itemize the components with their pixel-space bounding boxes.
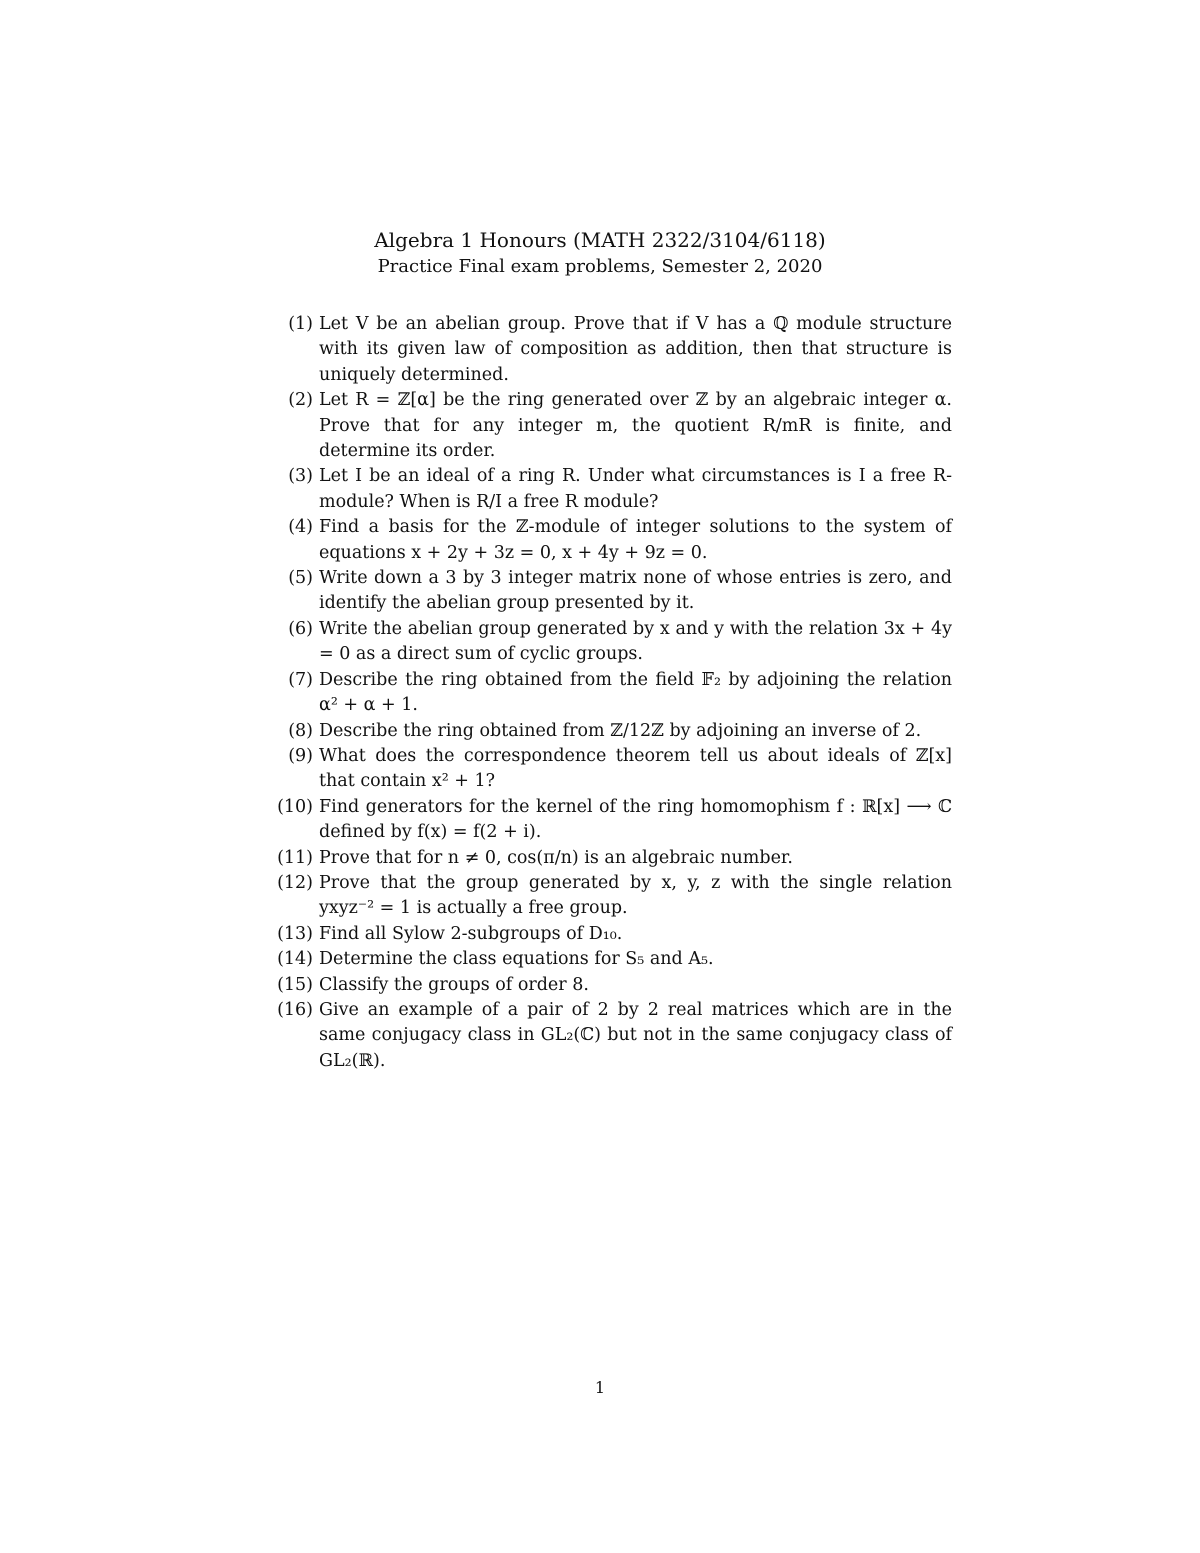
problem-number: (14) — [277, 949, 313, 970]
problem-number: (8) — [288, 720, 313, 741]
problem-item — [270, 947, 952, 972]
problem-number: (12) — [277, 872, 313, 893]
problem-text: Write the abelian group generated by x and y with the relation 3x + 4y = 0 as a direct sum of cyclic groups. — [319, 618, 952, 665]
problem-number: (7) — [288, 669, 313, 690]
problem-number: (9) — [288, 745, 313, 766]
problem-text: Give an example of a pair of 2 by 2 real matrices which are in the same conjugacy class in GL₂(ℂ) but not in the same conjugacy class of GL₂(ℝ). — [319, 999, 952, 1071]
problem-number: (5) — [288, 568, 313, 589]
problem-item — [270, 668, 952, 719]
problem-item — [270, 846, 952, 871]
page-number: 1 — [594, 1378, 606, 1397]
problem-text: Write down a 3 by 3 integer matrix none of whose entries is zero, and identify the abelian group presented by it. — [319, 568, 952, 614]
problem-text: Let I be an ideal of a ring R. Under what circumstances is I a free R-module? When is R/I a free R module? — [319, 466, 952, 512]
problem-text: Prove that for n ≠ 0, cos(π/n) is an algebraic number. — [319, 847, 793, 868]
problem-item — [270, 744, 952, 795]
problem-number: (15) — [277, 974, 313, 995]
problem-text: Find a basis for the ℤ-module of integer solutions to the system of equations x + 2y + 3z = 0, x + 4y + 9z = 0. — [319, 517, 952, 563]
problem-number: (10) — [277, 796, 313, 817]
problem-item — [270, 617, 952, 668]
problem-list — [270, 312, 952, 1074]
problem-number: (11) — [277, 847, 313, 868]
problem-item — [270, 871, 952, 922]
problem-text: Prove that the group generated by x, y, z with the single relation yxyz⁻² = 1 is actually a free group. — [319, 872, 952, 919]
problem-item — [270, 388, 952, 464]
problem-text: What does the correspondence theorem tell us about ideals of ℤ[x] that contain x² + 1? — [319, 745, 952, 792]
problem-number: (6) — [288, 618, 313, 639]
problem-item — [270, 922, 952, 947]
problem-item — [270, 973, 952, 998]
problem-text: Let R = ℤ[α] be the ring generated over ℤ by an algebraic integer α. Prove that for any integer m, the quotient R/mR is finite, and determine its order. — [319, 390, 952, 462]
problem-item — [270, 998, 952, 1074]
problem-item — [270, 464, 952, 515]
problem-text: Let V be an abelian group. Prove that if V has a ℚ module structure with its given law of composition as addition, then that structure is uniquely determined. — [319, 314, 952, 385]
problem-number: (16) — [277, 999, 313, 1020]
problem-number: (4) — [288, 517, 313, 538]
document-subtitle: Practice Final exam problems, Semester 2, 2020 — [377, 256, 823, 277]
problem-item — [270, 312, 952, 388]
problem-text: Find generators for the kernel of the ring homomophism f : ℝ[x] ⟶ ℂ defined by f(x) = f(2 + i). — [319, 796, 952, 843]
problem-text: Determine the class equations for S₅ and A₅. — [319, 949, 714, 970]
problem-number: (3) — [288, 466, 313, 487]
problem-text: Describe the ring obtained from ℤ/12ℤ by adjoining an inverse of 2. — [319, 720, 922, 741]
problem-number: (13) — [277, 923, 313, 944]
problem-item — [270, 566, 952, 617]
problem-text: Find all Sylow 2-subgroups of D₁₀. — [319, 923, 623, 944]
problem-number: (2) — [288, 390, 313, 411]
problem-text: Classify the groups of order 8. — [319, 974, 589, 995]
problem-text: Describe the ring obtained from the field 𝔽₂ by adjoining the relation α² + α + 1. — [319, 669, 952, 716]
problem-number: (1) — [288, 314, 313, 334]
document-title: Algebra 1 Honours (MATH 2322/3104/6118) — [374, 228, 826, 252]
problem-item — [270, 795, 952, 846]
problem-item — [270, 515, 952, 566]
problem-item — [270, 719, 952, 744]
